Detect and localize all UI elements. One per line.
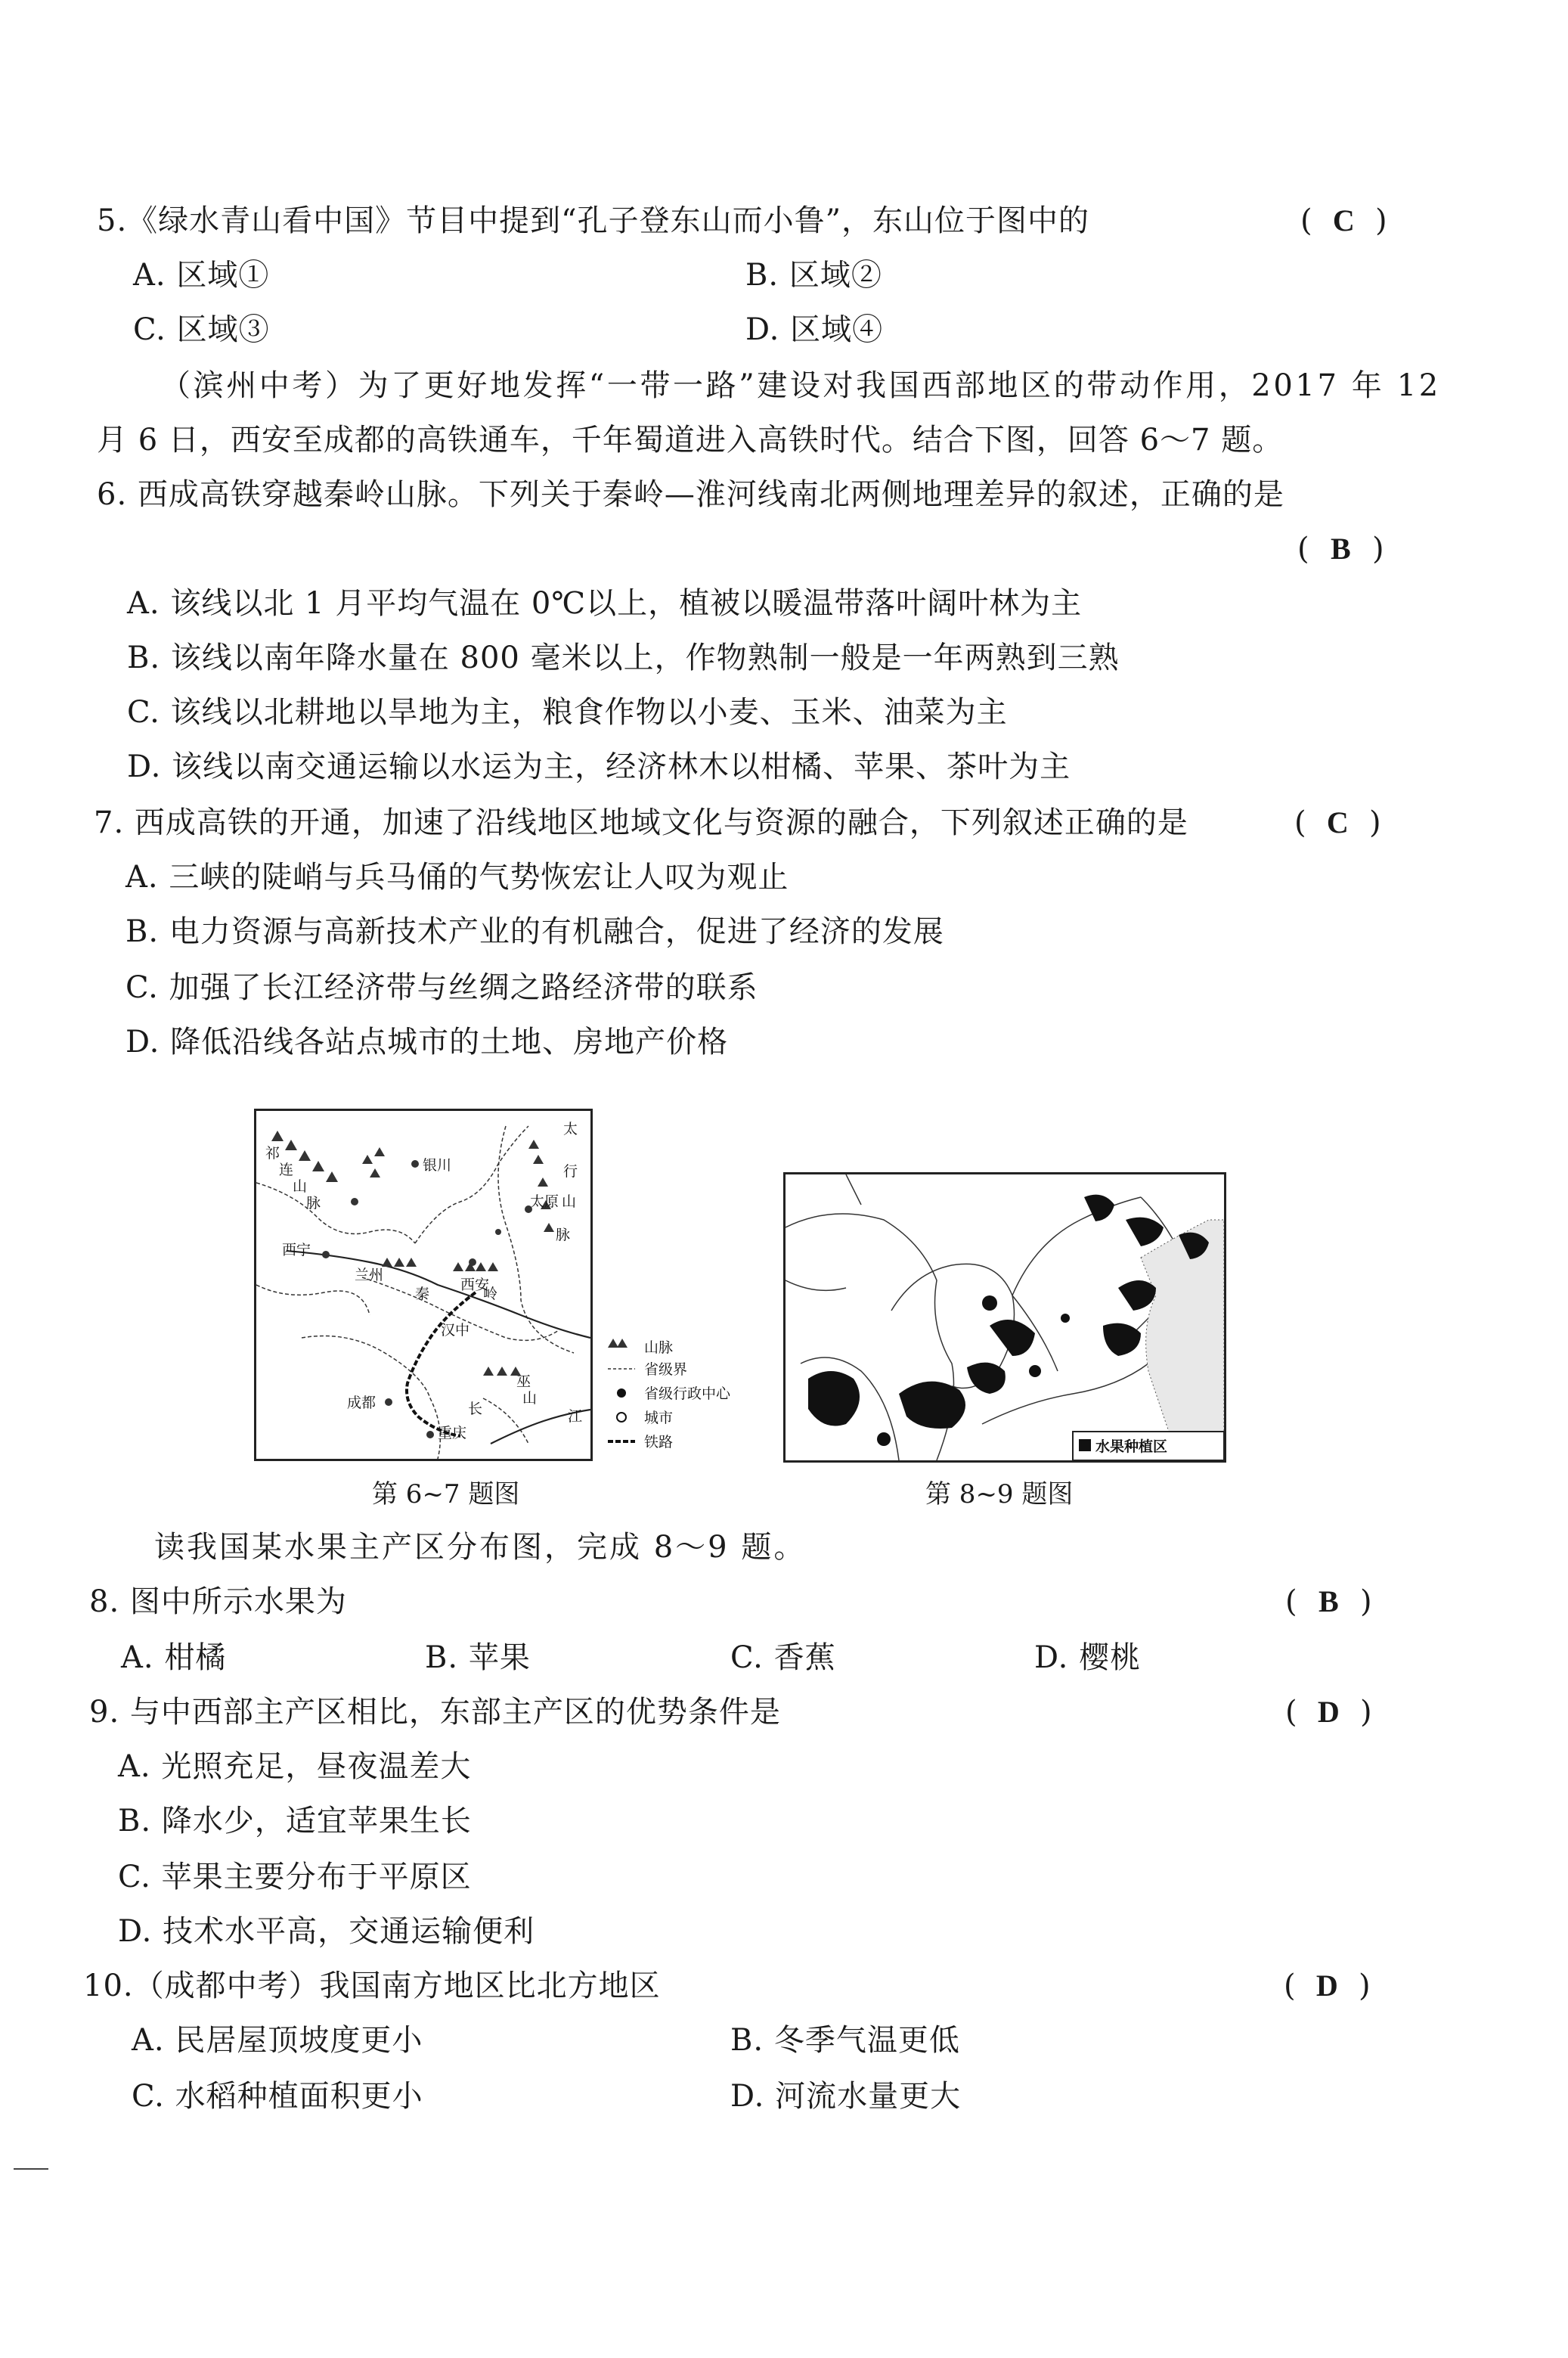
- q6-answer: ( B ): [1297, 529, 1384, 569]
- map-6-7-legend-box: [605, 1333, 756, 1458]
- q9-answer: ( D ): [1285, 1692, 1372, 1732]
- legend-railway: 铁路: [644, 1434, 674, 1450]
- q5-option-c: C. 区域③: [133, 312, 270, 347]
- label-hanzhong: 汉中: [441, 1322, 470, 1339]
- label-qilian-2: 连: [279, 1162, 294, 1178]
- q7-option-a: A. 三峡的陡峭与兵马俑的气势恢宏让人叹为观止: [126, 860, 789, 895]
- map-6-7: [254, 1109, 593, 1461]
- label-lanzhou: 兰州: [355, 1267, 384, 1283]
- q5-answer: ( C ): [1300, 201, 1387, 240]
- label-ling: 岭: [483, 1286, 498, 1302]
- label-xining: 西宁: [282, 1242, 311, 1258]
- q5-option-d: D. 区域④: [745, 312, 884, 347]
- map-8-9-legend: [1073, 1432, 1224, 1460]
- map-6-7-caption: 第 6~7 题图: [372, 1479, 520, 1509]
- map-6-7-drawing: [256, 1111, 590, 1459]
- label-qilian-3: 山: [293, 1178, 308, 1195]
- q10-answer: ( D ): [1284, 1966, 1371, 2006]
- q10-option-c: C. 水稻种植面积更小: [132, 2079, 423, 2114]
- q9-stem: 9. 与中西部主产区相比，东部主产区的优势条件是: [89, 1695, 781, 1730]
- orchard-legend-icon: [1079, 1439, 1091, 1451]
- label-taiyuan: 太原: [530, 1193, 559, 1210]
- label-taihang-2: 行: [563, 1163, 578, 1180]
- label-wu: 巫: [516, 1373, 531, 1390]
- q9-option-d: D. 技术水平高，交通运输便利: [118, 1914, 535, 1949]
- q8-answer-letter: B: [1318, 1584, 1339, 1618]
- label-chengdu: 成都: [347, 1395, 377, 1411]
- intro-6-7-line2: 月 6 日，西安至成都的高铁通车，千年蜀道进入高铁时代。结合下图，回答 6～7 题。: [97, 423, 1284, 458]
- q7-option-d: D. 降低沿线各站点城市的土地、房地产价格: [126, 1025, 729, 1060]
- intro-8-9: 读我国某水果主产区分布图，完成 8～9 题。: [154, 1530, 807, 1565]
- label-xian: 西安: [460, 1277, 490, 1293]
- q9-option-c: C. 苹果主要分布于平原区: [118, 1860, 472, 1894]
- label-shan: 山: [522, 1390, 538, 1407]
- footer-rule: [14, 2168, 48, 2170]
- mountain-icon: [608, 1339, 628, 1348]
- label-qilian-1: 祁: [265, 1145, 280, 1162]
- q5-option-b: B. 区域②: [745, 258, 882, 293]
- label-taihang-3: 山: [562, 1193, 577, 1210]
- map-8-9-drawing: [786, 1174, 1224, 1460]
- city-icon: [617, 1413, 626, 1422]
- q8-option-c: C. 香蕉: [730, 1640, 836, 1675]
- q10-option-b: B. 冬季气温更低: [730, 2023, 960, 2058]
- q8-option-d: D. 樱桃: [1034, 1640, 1142, 1675]
- label-qilian-4: 脉: [306, 1195, 321, 1212]
- q6-option-b: B. 该线以南年降水量在 800 毫米以上，作物熟制一般是一年两熟到三熟: [127, 641, 1120, 675]
- q7-stem: 7. 西成高铁的开通，加速了沿线地区地域文化与资源的融合，下列叙述正确的是: [94, 805, 1188, 840]
- legend-orchard: 水果种植区: [1095, 1438, 1168, 1455]
- q10-answer-letter: D: [1315, 1969, 1338, 2003]
- q7-option-c: C. 加强了长江经济带与丝绸之路经济带的联系: [126, 970, 758, 1005]
- intro-6-7-line1: （滨州中考）为了更好地发挥“一带一路”建设对我国西部地区的带动作用，2017 年 12: [160, 368, 1441, 403]
- legend-border: 省级界: [644, 1361, 688, 1378]
- q9-option-b: B. 降水少，适宜苹果生长: [118, 1804, 472, 1838]
- q8-stem: 8. 图中所示水果为: [89, 1584, 347, 1619]
- q8-option-b: B. 苹果: [425, 1640, 531, 1675]
- q10-option-a: A. 民居屋顶坡度更小: [132, 2023, 423, 2058]
- label-taihang-1: 太: [563, 1121, 578, 1137]
- q5-stem: 5.《绿水青山看中国》节目中提到“孔子登东山而小鲁”，东山位于图中的: [97, 203, 1090, 238]
- legend-capital: 省级行政中心: [644, 1385, 731, 1402]
- q8-option-a: A. 柑橘: [121, 1640, 227, 1675]
- q5-answer-letter: C: [1332, 203, 1355, 237]
- q5-option-a: A. 区域①: [133, 258, 270, 293]
- capital-icon: [617, 1388, 626, 1398]
- q9-answer-letter: D: [1317, 1695, 1340, 1729]
- label-chongqing: 重庆: [438, 1425, 467, 1441]
- q6-option-d: D. 该线以南交通运输以水运为主，经济林木以柑橘、苹果、茶叶为主: [127, 749, 1071, 784]
- label-taihang-4: 脉: [556, 1227, 571, 1243]
- q10-option-d: D. 河流水量更大: [730, 2079, 962, 2114]
- label-qin: 秦: [415, 1286, 430, 1302]
- q10-stem: 10.（成都中考）我国南方地区比北方地区: [83, 1969, 661, 2003]
- map-8-9: [783, 1172, 1226, 1463]
- q6-answer-letter: B: [1330, 532, 1351, 566]
- q8-answer: ( B ): [1285, 1582, 1372, 1621]
- legend-mountain: 山脉: [644, 1339, 674, 1356]
- map-6-7-legend: [581, 1300, 590, 1309]
- legend-city: 城市: [644, 1410, 674, 1426]
- label-chang: 长: [468, 1401, 483, 1417]
- q7-answer: ( C ): [1294, 803, 1381, 842]
- q6-stem: 6. 西成高铁穿越秦岭山脉。下列关于秦岭—淮河线南北两侧地理差异的叙述，正确的是: [97, 477, 1284, 512]
- q6-option-a: A. 该线以北 1 月平均气温在 0℃以上，植被以暖温带落叶阔叶林为主: [127, 586, 1083, 621]
- label-jiang: 江: [568, 1408, 583, 1425]
- q7-option-b: B. 电力资源与高新技术产业的有机融合，促进了经济的发展: [126, 914, 944, 949]
- q6-option-c: C. 该线以北耕地以旱地为主，粮食作物以小麦、玉米、油菜为主: [127, 695, 1008, 730]
- q9-option-a: A. 光照充足，昼夜温差大: [118, 1749, 472, 1784]
- q7-answer-letter: C: [1326, 805, 1349, 839]
- map-8-9-caption: 第 8~9 题图: [925, 1479, 1074, 1509]
- label-yinchuan: 银川: [423, 1157, 452, 1174]
